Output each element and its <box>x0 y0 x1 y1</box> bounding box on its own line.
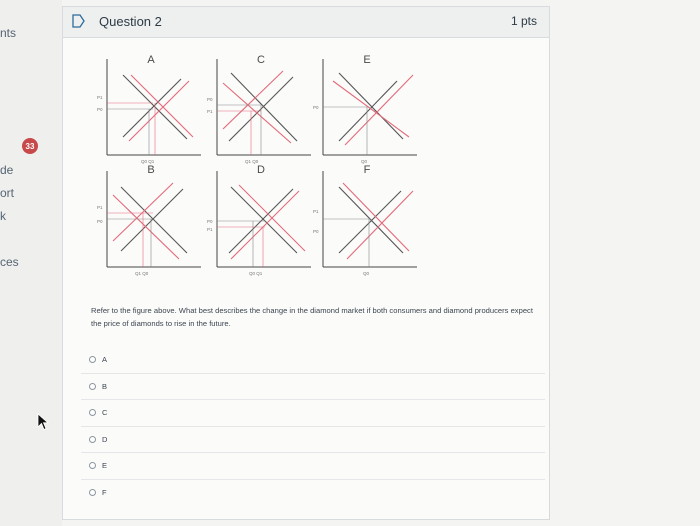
radio-icon[interactable] <box>89 436 96 443</box>
radio-icon[interactable] <box>89 383 96 390</box>
sidebar-item-report[interactable]: ort <box>0 186 15 200</box>
graph-a <box>97 54 201 164</box>
graph-f-p0: P0 <box>313 229 319 234</box>
graph-a-label: A <box>147 54 155 66</box>
graph-e-p0: P0 <box>313 105 319 110</box>
answer-option-e[interactable] <box>81 452 545 479</box>
answer-option-c[interactable] <box>81 399 545 426</box>
graph-c-p1: P1 <box>207 109 213 114</box>
answer-label: F <box>102 487 107 497</box>
unread-badge: 33 <box>22 138 38 154</box>
answer-label: A <box>102 355 108 365</box>
graph-a-p0: P0 <box>97 107 103 112</box>
sidebar-item-grade[interactable]: de <box>0 163 14 177</box>
graph-b-label: B <box>147 164 155 176</box>
graph-d-label: D <box>257 164 265 176</box>
graph-f <box>313 164 417 276</box>
supply-demand-figure <box>91 45 431 277</box>
graph-e-label: E <box>363 54 371 66</box>
graph-c-q: Q1 Q0 <box>245 159 259 164</box>
answer-option-a[interactable] <box>81 347 545 373</box>
answer-label: D <box>102 434 108 444</box>
left-sidebar <box>0 0 62 526</box>
graph-c <box>207 54 311 164</box>
graph-b <box>97 164 201 276</box>
question-prompt: Refer to the figure above. What best describes the change in the diamond market if both consumers and diamond producers expect the price of diamonds to rise in the future. <box>91 306 533 328</box>
graph-a-q: Q0 Q1 <box>141 159 155 164</box>
graph-b-p1: P1 <box>97 205 103 210</box>
sidebar-item-points[interactable]: nts <box>0 26 17 40</box>
graph-d-p0: P0 <box>207 219 213 224</box>
question-points: 1 pts <box>510 14 537 28</box>
question-header <box>63 7 549 38</box>
graph-b-q: Q1 Q0 <box>135 271 149 276</box>
graph-d-q: Q0 Q1 <box>249 271 263 276</box>
graph-b-p0: P0 <box>97 219 103 224</box>
graph-f-label: F <box>363 164 371 176</box>
radio-icon[interactable] <box>89 409 96 416</box>
answer-options <box>81 347 545 505</box>
question-title: Question 2 <box>99 14 162 29</box>
graph-a-p1: P1 <box>97 95 103 100</box>
graph-e-q: Q0 <box>361 159 368 164</box>
answer-label: B <box>102 381 108 391</box>
graph-d-p1: P1 <box>207 227 213 232</box>
graph-f-q: Q0 <box>363 271 370 276</box>
radio-icon[interactable] <box>89 462 96 469</box>
sidebar-item-k[interactable]: k <box>0 209 6 223</box>
flag-question-icon[interactable] <box>70 13 86 29</box>
sidebar-item-resources[interactable]: ces <box>0 255 19 269</box>
radio-icon[interactable] <box>89 356 96 363</box>
question-card <box>62 6 550 520</box>
graph-e <box>313 54 417 164</box>
answer-label: C <box>102 408 108 418</box>
answer-option-f[interactable] <box>81 479 545 506</box>
graph-c-label: C <box>257 54 265 66</box>
mouse-cursor-icon <box>37 413 51 431</box>
answer-label: E <box>102 461 108 471</box>
graph-f-p1: P1 <box>313 209 319 214</box>
graph-c-p0: P0 <box>207 97 213 102</box>
radio-icon[interactable] <box>89 489 96 496</box>
answer-option-b[interactable] <box>81 373 545 400</box>
graph-d <box>207 164 311 276</box>
answer-option-d[interactable] <box>81 426 545 453</box>
